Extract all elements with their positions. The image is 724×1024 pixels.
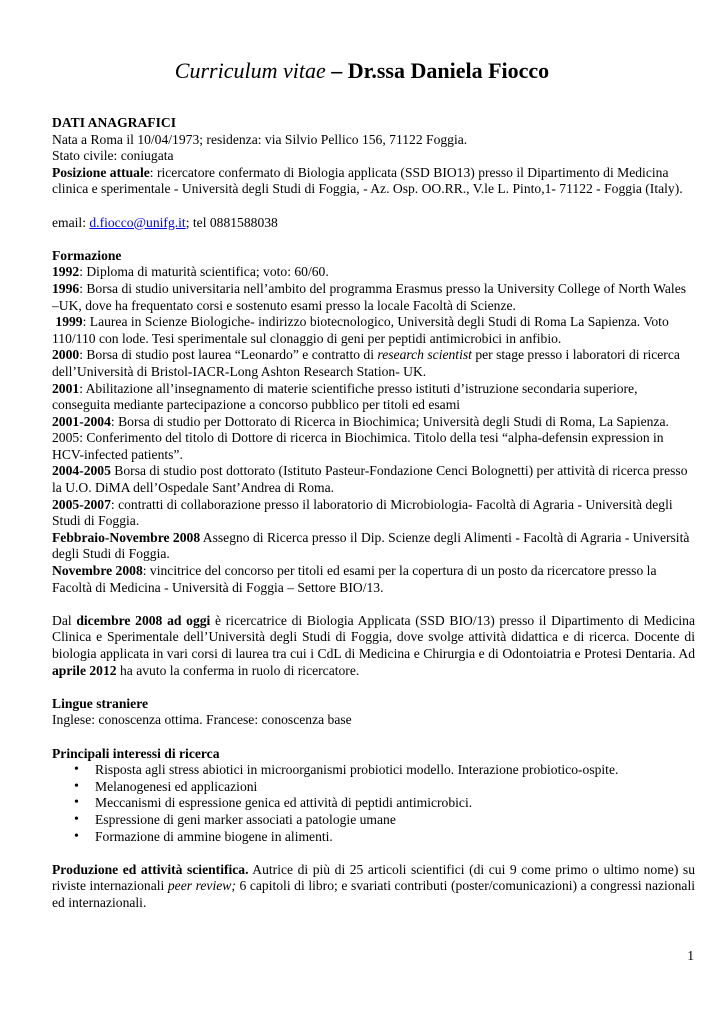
item-text: Borsa di studio post dottorato (Istituto Pasteur-Fondazione Cenci Bolognetti) per attività di ricerca presso la U.O. DiMA dell’Ospedale Sant’Andrea di Roma. [52, 463, 688, 496]
item-text: : contratti di collaborazione presso il laboratorio di Microbiologia- Facoltà di Agraria - Università degli Studi di Foggia. [52, 496, 673, 529]
role-text: ha avuto la conferma in ruolo di ricercatore. [116, 662, 360, 678]
item-label: 2005-2007 [52, 496, 111, 512]
item-text: : Diploma di maturità scientifica; voto: 60/60. [79, 264, 329, 280]
formazione-item [52, 381, 695, 414]
role-text: Dal [52, 612, 77, 628]
formazione-item [52, 497, 695, 530]
item-label: Febbraio-Novembre 2008 [52, 529, 201, 545]
formazione-item [52, 347, 695, 380]
email-label: email: [52, 214, 90, 230]
formazione-item [52, 463, 695, 496]
item-label: 2004-2005 [52, 463, 111, 479]
item-label: 1996 [52, 280, 80, 296]
formazione-item [52, 414, 695, 464]
formazione-item [52, 530, 695, 563]
list-item: • Meccanismi di espressione genica ed attività di peptidi antimicrobici. [95, 795, 695, 812]
list-item: • Formazione di ammine biogene in alimenti. [95, 829, 695, 846]
role-date: dicembre 2008 ad oggi [76, 612, 211, 628]
birth-residence: Nata a Roma il 10/04/1973; residenza: via Silvio Pellico 156, 71122 Foggia. [52, 131, 468, 147]
page-number: 1 [687, 948, 694, 963]
position-text: : ricercatore confermato di Biologia applicata (SSD BIO13) presso il Dipartimento di Medicina clinica e sperimentale - Università degli Studi di Foggia, - Az. Osp. OO.RR., V.le L. Pinto,1- 71122 - Foggia (Italy). [52, 164, 683, 197]
role-confirm-date: aprile 2012 [52, 662, 117, 678]
section-produzione [52, 862, 695, 912]
produzione-italic: peer review; [167, 878, 236, 894]
page-title [0, 58, 724, 84]
section-anagrafici [52, 115, 695, 231]
heading-formazione: Formazione [52, 247, 122, 263]
heading-lingue: Lingue straniere [52, 695, 149, 711]
produzione-text: 6 capitoli di libro; e svariati contributi (poster/comunicazioni) a congressi nazionali ed internazionali. [52, 878, 695, 910]
item-text: : Borsa di studio per Dottorato di Ricerca in Biochimica; Università degli Studi di Roma, La Sapienza. 2005: Conferimento del titolo di Dottore di ricerca in Biochimica. Titolo della tesi “alpha-defensin expression in HCV-infected patients”. [52, 413, 669, 462]
current-position [52, 165, 695, 198]
interessi-list [52, 762, 695, 845]
item-text: : Abilitazione all’insegnamento di materie scientifiche presso istituti d’istruzione secondaria superiore, conseguita mediante partecipazione a concorso pubblico per titoli ed esami [52, 380, 638, 413]
list-item: • Risposta agli stress abiotici in microorganismi probiotici modello. Interazione probiotico-ospite. [95, 762, 695, 779]
item-label: 2001-2004 [52, 413, 111, 429]
produzione-text: Autrice di più di 25 articoli scientifici (di cui 9 come primo o ultimo nome) su riviste internazionali [52, 861, 695, 894]
formazione-item [52, 314, 695, 347]
formazione-item [52, 281, 695, 314]
title-italic: Curriculum vitae [174, 58, 326, 83]
item-text-italic: research scientist [377, 347, 472, 363]
formazione-item [52, 563, 695, 596]
tel-text: ; tel 0881588038 [185, 214, 278, 230]
civil-status: Stato civile: coniugata [52, 148, 174, 164]
email-link[interactable]: d.fiocco@unifg.it [89, 214, 186, 230]
item-text: : Borsa di studio post laurea “Leonardo” e contratto di [79, 347, 378, 363]
position-label: Posizione attuale [52, 164, 150, 180]
produzione-label: Produzione ed attività scientifica. [52, 861, 249, 877]
title-name: – Dr.ssa Daniela Fiocco [325, 58, 550, 83]
heading-interessi: Principali interessi di ricerca [52, 745, 220, 761]
section-interessi [52, 746, 695, 846]
role-text: è ricercatrice di Biologia Applicata (SSD BIO/13) presso il Dipartimento di Medicina Clinica e Sperimentale dell’Università degli Studi di Foggia, dove svolge attività didattica e di ricerca. Docente di biologia applicata in vari corsi di laurea tra cui i CdL di Medicina e Chirurgia e di Odontoiatria e Protesi Dentaria. Ad [52, 612, 695, 661]
cv-body [52, 115, 695, 912]
item-text: Assegno di Ricerca presso il Dip. Scienze degli Alimenti - Facoltà di Agraria - Università degli Studi di Foggia. [52, 529, 690, 562]
section-formazione [52, 248, 695, 596]
section-current-role [52, 613, 695, 679]
item-label: Novembre 2008 [52, 563, 143, 579]
contact-line [52, 215, 695, 232]
item-label: 2000 [52, 347, 80, 363]
item-label: 1992 [52, 264, 80, 280]
list-item: • Espressione di geni marker associati a patologie umane [95, 812, 695, 829]
lingue-text: Inglese: conoscenza ottima. Francese: conoscenza base [52, 712, 352, 728]
item-label: 2001 [52, 380, 80, 396]
item-text: : vincitrice del concorso per titoli ed esami per la copertura di un posto da ricercatore presso la Facoltà di Medicina - Università di Foggia – Settore BIO/13. [52, 563, 657, 595]
item-label: 1999 [52, 314, 83, 330]
item-text: per stage presso i laboratori di ricerca dell’Università di Bristol-IACR-Long Ashton Research Station- UK. [52, 347, 680, 379]
formazione-item [52, 264, 695, 281]
item-text: : Laurea in Scienze Biologiche- indirizzo biotecnologico, Università degli Studi di Roma La Sapienza. Voto 110/110 con lode. Tesi sperimentale sul clonaggio di geni per peptidi antimicrobici in anfibio. [52, 314, 669, 346]
heading-anagrafici: DATI ANAGRAFICI [52, 115, 176, 130]
list-item: • Melanogenesi ed applicazioni [95, 779, 695, 796]
item-text: : Borsa di studio universitaria nell’ambito del programma Erasmus presso la University College of North Wales –UK, dove ha frequentato corsi e sostenuto esami presso la locale Facoltà di Scienze. [52, 280, 687, 313]
section-lingue [52, 696, 695, 729]
